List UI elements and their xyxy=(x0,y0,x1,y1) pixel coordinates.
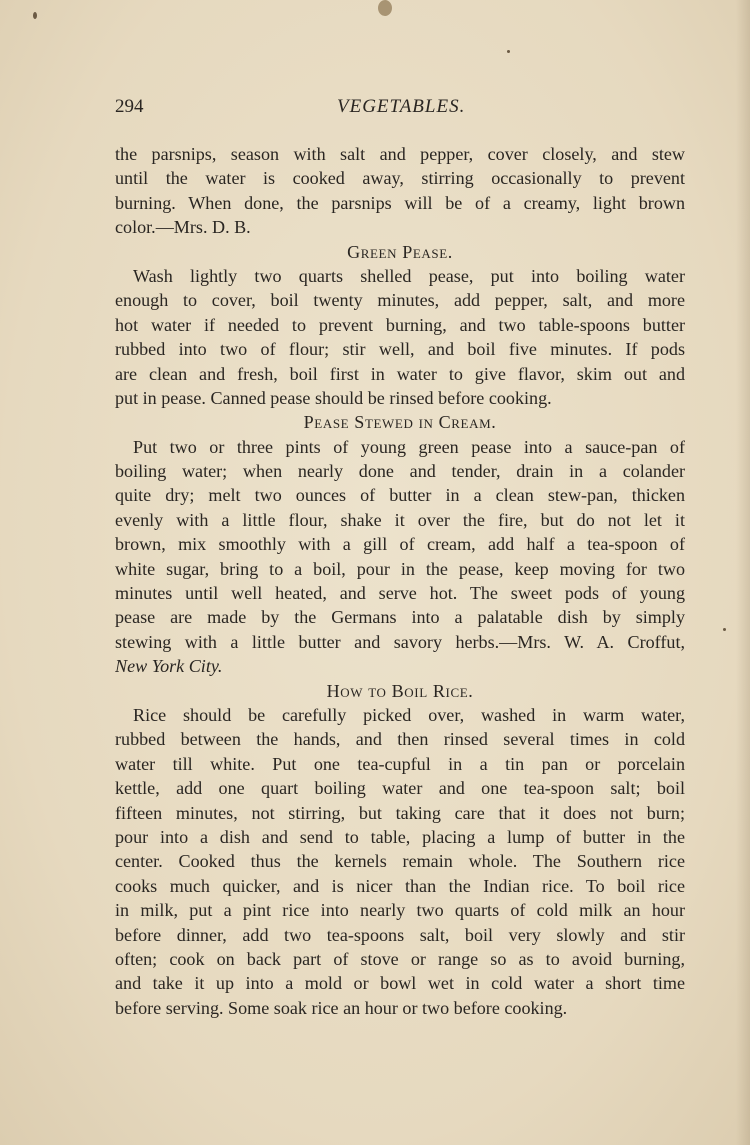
text-line: before dinner, add two tea-spoons salt, boil very slowly and stir xyxy=(115,924,685,945)
text-line: often; cook on back part of stove or range so as to avoid burning, xyxy=(115,948,685,969)
running-head: VEGETABLES. xyxy=(337,96,466,117)
text-line: before serving. Some soak rice an hour or two before cooking. xyxy=(115,997,568,1018)
text-line: white sugar, bring to a boil, pour in the pease, keep moving for two xyxy=(115,558,685,579)
text-line-attribution: New York City. xyxy=(115,656,223,677)
body-text xyxy=(115,142,685,1020)
page-header xyxy=(115,96,685,120)
text-line: center. Cooked thus the kernels remain whole. The Southern rice xyxy=(115,851,685,872)
text-line: Put two or three pints of young green pease into a sauce-pan of xyxy=(133,436,685,457)
text-line: the parsnips, season with salt and pepper, cover closely, and stew xyxy=(115,144,685,164)
text-line: quite dry; melt two ounces of butter in a clean stew-pan, thicken xyxy=(115,485,685,506)
page-edge-shadow xyxy=(736,0,750,1145)
recipe-heading: Pease Stewed in Cream. xyxy=(303,412,497,433)
text-line: until the water is cooked away, stirring occasionally to prevent xyxy=(115,168,685,189)
text-line: cooks much quicker, and is nicer than the Indian rice. To boil rice xyxy=(115,875,685,896)
text-line: Rice should be carefully picked over, washed in warm water, xyxy=(133,704,685,725)
text-line: in milk, put a pint rice into nearly two quarts of cold milk an hour xyxy=(115,900,685,921)
page-number: 294 xyxy=(115,96,144,117)
text-line: boiling water; when nearly done and tender, drain in a colander xyxy=(115,461,685,482)
paper-speck xyxy=(507,50,510,53)
text-line: pease are made by the Germans into a palatable dish by simply xyxy=(115,607,685,628)
paper-speck xyxy=(33,12,37,19)
text-line: minutes until well heated, and serve hot. The sweet pods of young xyxy=(115,583,685,604)
paper-speck xyxy=(378,0,392,16)
text-line: Wash lightly two quarts shelled pease, put into boiling water xyxy=(133,265,685,286)
text-line: stewing with a little butter and savory herbs.—Mrs. W. A. Croffut, xyxy=(115,631,685,652)
text-line: and take it up into a mold or bowl wet in cold water a short time xyxy=(115,973,685,994)
text-line: fifteen minutes, not stirring, but taking care that it does not burn; xyxy=(115,802,685,823)
text-line: hot water if needed to prevent burning, and two table-spoons butter xyxy=(115,314,685,335)
text-line: burning. When done, the parsnips will be of a creamy, light brown xyxy=(115,192,685,213)
text-line: kettle, add one quart boiling water and one tea-spoon salt; boil xyxy=(115,778,685,799)
text-line: pour into a dish and send to table, placing a lump of butter in the xyxy=(115,826,685,847)
paper-speck xyxy=(723,628,726,631)
text-line: rubbed between the hands, and then rinsed several times in cold xyxy=(115,729,685,750)
text-line: water till white. Put one tea-cupful in a tin pan or porcelain xyxy=(115,753,685,774)
text-line: enough to cover, boil twenty minutes, add pepper, salt, and more xyxy=(115,290,685,311)
text-line: brown, mix smoothly with a gill of cream, add half a tea-spoon of xyxy=(115,534,685,555)
text-line: put in pease. Canned pease should be rinsed before cooking. xyxy=(115,387,552,408)
text-line: are clean and fresh, boil first in water to give flavor, skim out and xyxy=(115,363,685,384)
text-line-attribution: color.—Mrs. D. B. xyxy=(115,217,251,238)
text-line: evenly with a little flour, shake it over the fire, but do not let it xyxy=(115,509,685,530)
text-line: rubbed into two of flour; stir well, and boil five minutes. If pods xyxy=(115,339,685,360)
recipe-heading: How to Boil Rice. xyxy=(326,680,474,701)
recipe-heading: Green Pease. xyxy=(347,241,453,262)
